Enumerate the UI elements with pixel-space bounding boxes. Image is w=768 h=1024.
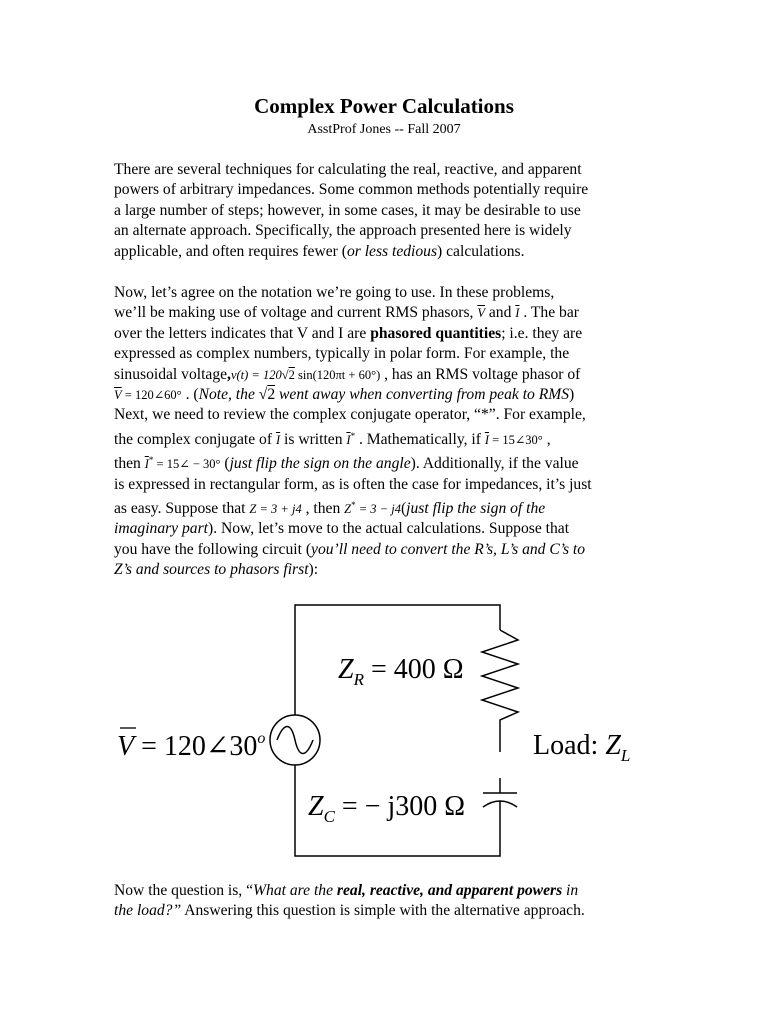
text-line: There are several techniques for calculating the real, reactive, and apparent [114, 161, 582, 178]
text-line: an alternate approach. Specifically, the approach presented here is widely [114, 222, 572, 240]
text-line: we’ll be making use of voltage and current RMS phasors, $\overline{V}$ and $\overline{I}$ . The bar [114, 304, 579, 322]
text-line: Next, we need to review the complex conjugate operator, “*”. For example, [114, 406, 586, 424]
text-line: Now, let’s agree on the notation we’re going to use. In these problems, [114, 284, 555, 301]
text-line: applicable, and often requires fewer (or less tedious) calculations. [114, 242, 525, 260]
page-title: Complex Power Calculations [254, 94, 514, 118]
impedance-equation: Z = 3 + j4 [249, 502, 302, 517]
text-line: the load?” Answering this question is simple with the alternative approach. [114, 902, 585, 920]
load-label: Load: $Z_L$ [533, 730, 631, 765]
voltage-phasor-symbol: $\overline{V}$ [477, 306, 485, 321]
resistor-symbol [482, 630, 518, 752]
voltage-equation: v(t) = 120√2 sin(120πt + 60°) [230, 367, 381, 382]
author-line: AsstProf Jones -- Fall 2007 [307, 122, 461, 137]
text-line: Now the question is, “What are the real, reactive, and apparent powers in [114, 882, 579, 899]
question-paragraph [114, 881, 674, 922]
intro-paragraph [114, 160, 674, 262]
italic-phrase: or less tedious [346, 242, 438, 260]
text-line: then $\overline{I}^*$ = 15∠ − 30° (just flip the sign on the angle). Additionally, if the value [114, 455, 579, 473]
text-line: expressed as complex numbers, typically in polar form. For example, the [114, 345, 570, 363]
text-line: is expressed in rectangular form, as is often the case for impedances, it’s just [114, 475, 592, 493]
circuit-diagram [100, 590, 660, 870]
source-phasor-label: $V = 120\angle 30^o$ [117, 730, 266, 762]
impedance-conjugate-equation: Z* = 3 − j4 [344, 500, 401, 517]
text-line: as easy. Suppose that Z = 3 + j4 , then Z* = 3 − j4(just flip the sign of the [114, 500, 546, 518]
notation-paragraph [114, 283, 674, 581]
resistor-impedance-label: $Z_R = 400$ Ω [338, 654, 464, 689]
text-line: the complex conjugate of $\overline{I}$ is written $\overline{I}^*$ . Mathematically, if $\overline{I}$ = 15∠30° , [114, 430, 551, 448]
text-line: sinusoidal voltage,v(t) = 120√2 sin(120πt + 60°) , has an RMS voltage phasor of [114, 365, 581, 383]
sqrt-symbol: √2 [258, 386, 276, 404]
text-line: powers of arbitrary impedances. Some common methods potentially require [114, 181, 589, 199]
text-line: imaginary part). Now, let’s move to the actual calculations. Suppose that [114, 520, 570, 538]
text-line: over the letters indicates that V and I are phasored quantities; i.e. they are [114, 324, 583, 342]
text-line: Z’s and sources to phasors first): [114, 561, 319, 579]
conjugate-equation: $\overline{I}^*$ = 15∠ − 30° [144, 455, 221, 472]
current-phasor-equation: $\overline{I}$ = 15∠30° [484, 432, 543, 447]
text-line: a large number of steps; however, in some cases, it may be desirable to use [114, 201, 581, 219]
sine-wave-icon [277, 727, 313, 754]
rms-phasor-equation: $\overline{V}$ = 120∠60° [114, 388, 182, 403]
capacitor-impedance-label: $Z_C$ = − j300 Ω [308, 791, 466, 826]
bold-phrase: phasored quantities [370, 324, 502, 342]
current-phasor-symbol: $\overline{I}$ [515, 306, 520, 321]
text-line: you have the following circuit (you’ll need to convert the R’s, L’s and C’s to [114, 540, 586, 558]
text-line: $\overline{V}$ = 120∠60° . (Note, the √2 went away when converting from peak to RMS) [114, 386, 575, 404]
